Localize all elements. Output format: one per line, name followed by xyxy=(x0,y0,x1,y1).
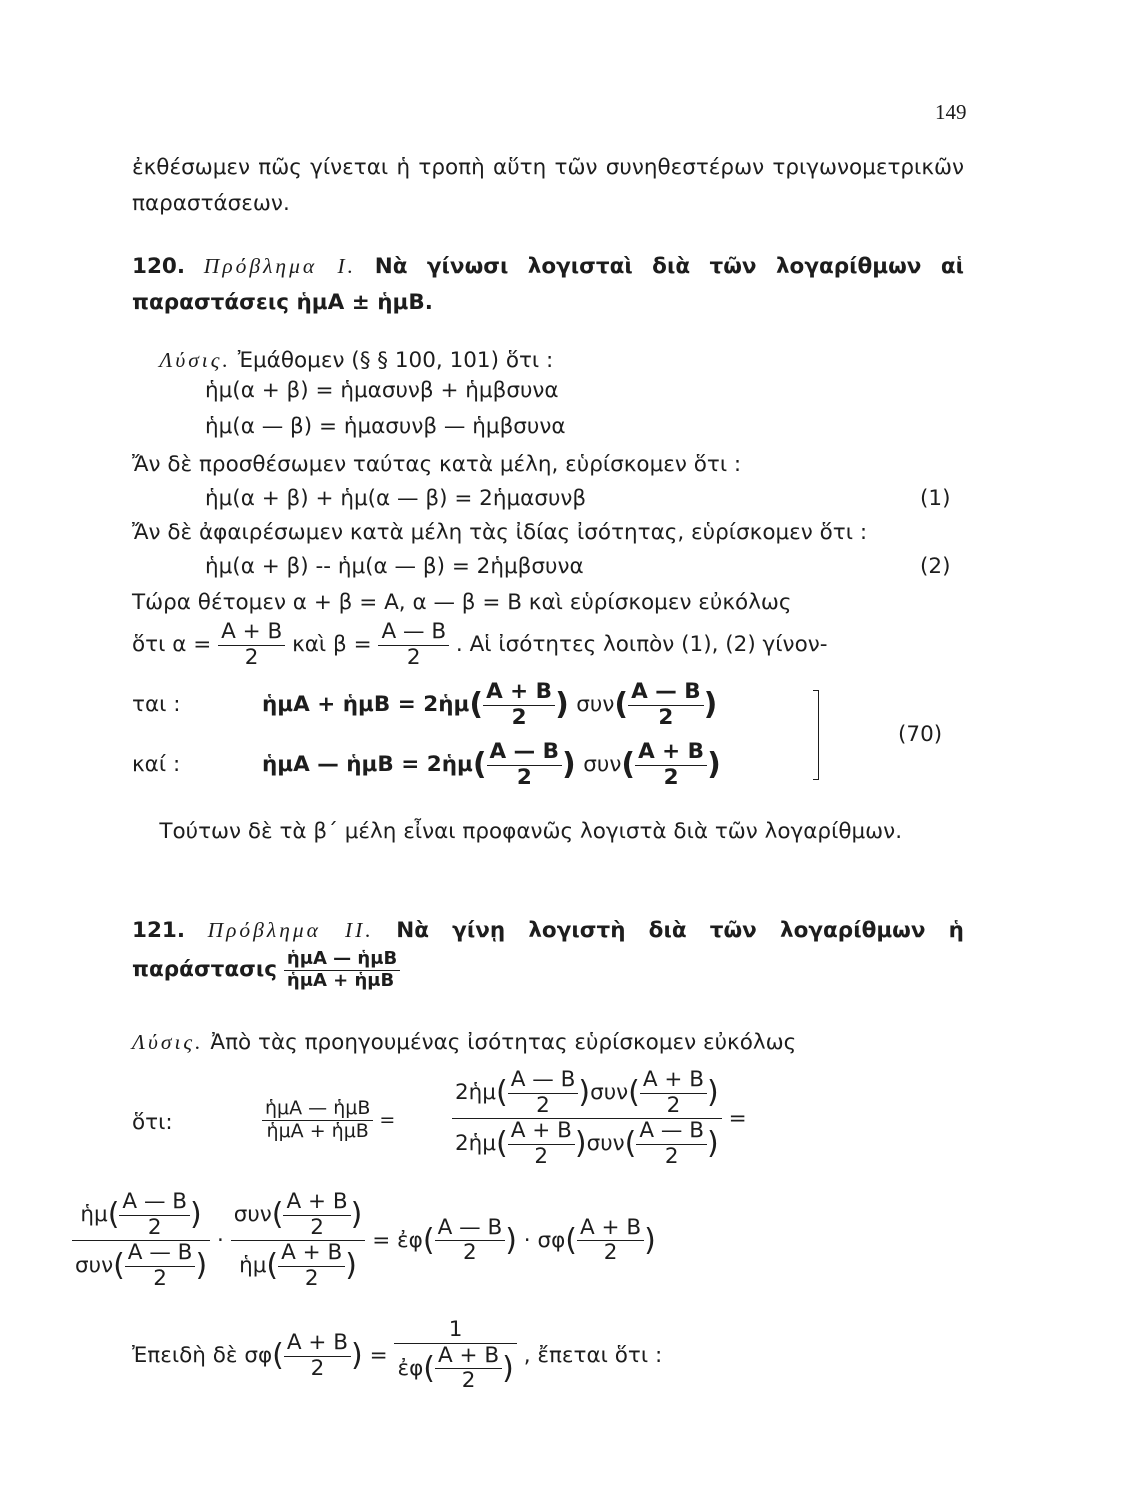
solution-intro-text: Ἐμάθομεν (§ § 100, 101) ὅτι : xyxy=(237,348,554,373)
fraction-numerator: Α — Β xyxy=(489,739,560,764)
ratio-lhs-fraction xyxy=(262,1098,373,1143)
reciprocal-fraction xyxy=(394,1318,516,1394)
fraction-numerator: Α + Β xyxy=(486,679,553,704)
fraction-numerator: Α + Β xyxy=(580,1214,642,1240)
fraction-numerator: Α + Β xyxy=(437,1342,500,1368)
two-hm: 2ἡμ xyxy=(455,1080,496,1106)
hm-label: ἡμ xyxy=(239,1253,267,1279)
product-expression: ἡμ( $\frac{A — B}{2}$ ) συν( $\frac{A — B}{2}$ ) · συν( $\frac{A + B}{2}$ ) ἡμ( $\frac{A + B}{2}$ ) = ἐφ( $\frac{A — B}{2}$ ) · σφ( $\frac{A + B}{2}$ ) xyxy=(72,1190,656,1292)
fraction-denominator: ἡμ( $\frac{A + B}{2}$ ) xyxy=(231,1240,366,1291)
fraction-a-plus-b-over-2 xyxy=(284,1331,351,1381)
fraction-denominator: ἐφ( $\frac{A + B}{2}$ ) xyxy=(394,1343,516,1394)
problem-label: Πρόβλημα ΙΙ. xyxy=(207,918,374,942)
equals-sign: = xyxy=(728,1105,747,1131)
syn-over-hm-fraction xyxy=(231,1190,366,1292)
fraction-numerator: Α — Β xyxy=(122,1189,188,1214)
problem-number: 120. xyxy=(132,254,186,279)
text-tai: ται : xyxy=(132,692,181,717)
fraction-denominator: 2 xyxy=(435,1368,502,1394)
fraction-denominator: 2 xyxy=(435,1240,506,1266)
fraction-denominator: 2 xyxy=(483,705,555,731)
closing-text: Τούτων δὲ τὰ β΄ μέλη εἶναι προφανῶς λογιστὰ διὰ τῶν λογαρίθμων. xyxy=(159,819,903,844)
fraction-a-minus-b-over-2 xyxy=(628,680,704,730)
fraction-numerator: Α — Β xyxy=(639,1118,704,1144)
fraction-a-minus-b-over-2 xyxy=(125,1241,196,1291)
fraction-denominator: 2 xyxy=(636,1144,707,1170)
problem-statement: Νὰ γίνῃ λογιστὴ διὰ τῶν λογαρίθμων ἡ παράστασις xyxy=(132,918,964,983)
fraction-denominator: συν( $\frac{A — B}{2}$ ) xyxy=(72,1240,210,1291)
problem-label: Πρόβλημα Ι. xyxy=(203,254,356,278)
epetai-text: , ἔπεται ὅτι : xyxy=(523,1343,663,1369)
solution-label: Λύσις. xyxy=(159,348,231,372)
fraction-numerator: 1 xyxy=(448,1317,463,1342)
equals-sign: = xyxy=(372,1227,391,1253)
fraction-a-minus-b-over-2 xyxy=(378,620,449,670)
fraction-numerator: Α — Β xyxy=(510,1067,576,1092)
solution-intro-text: Ἀπὸ τὰς προηγουμένας ἰσότητας εὑρίσκομεν εὐκόλως xyxy=(210,1030,797,1055)
fraction-numerator: Α + Β xyxy=(221,619,283,644)
equation-1: ἡμ(α + β) + ἡμ(α — β) = 2ἡμασυνβ xyxy=(205,486,587,511)
fraction-a-plus-b-over-2 xyxy=(635,740,707,790)
formula-70-sum: ἡμΑ + ἡμΒ = 2ἡμ( $\frac{A + B}{2}$ ) συν( $\frac{A — B}{2}$ ) xyxy=(262,679,718,730)
fraction-numerator: Α + Β xyxy=(638,739,705,764)
syn-label: συν xyxy=(586,1131,625,1157)
fraction-denominator: 2 xyxy=(635,765,707,791)
text-tail: . Αἱ ἰσότητες λοιπὸν (1), (2) γίνον- xyxy=(455,632,828,658)
equation-sum-identity: ἡμ(α + β) = ἡμασυνβ + ἡμβσυνα xyxy=(205,378,559,403)
solution-label: Λύσις. xyxy=(132,1030,204,1054)
fraction-a-plus-b-over-2 xyxy=(435,1344,502,1394)
fraction-numerator: ἡμ( $\frac{A — B}{2}$ ) xyxy=(80,1189,202,1240)
fraction-numerator: Α — Β xyxy=(631,679,701,704)
text-kai: καί : xyxy=(132,752,181,777)
fraction-a-plus-b-over-2 xyxy=(218,620,285,670)
text-hoti: ὅτι: xyxy=(132,1110,173,1135)
formula-lhs: ἡμΑ + ἡμΒ = 2ἡμ xyxy=(262,692,470,718)
fraction-a-plus-b-over-2 xyxy=(283,1190,350,1240)
fraction-a-plus-b-over-2 xyxy=(640,1068,707,1118)
problem-number: 121. xyxy=(132,918,186,943)
text-hoti-a: ὅτι α = xyxy=(132,632,212,658)
fraction-denominator: ἡμΑ + ἡμΒ xyxy=(262,1120,373,1143)
ef-label: ἐφ xyxy=(397,1355,424,1381)
formula-70-difference: ἡμΑ — ἡμΒ = 2ἡμ( $\frac{A — B}{2}$ ) συν( $\frac{A + B}{2}$ ) xyxy=(262,739,721,790)
problem-statement: Νὰ γίνωσι λογισταὶ διὰ τῶν λογαρίθμων αἱ παραστάσεις ἡμΑ ± ἡμΒ. xyxy=(132,254,964,315)
equals-sign: = xyxy=(379,1108,396,1131)
fraction-a-minus-b-over-2 xyxy=(636,1119,707,1169)
fraction-numerator: Α + Β xyxy=(642,1067,704,1092)
ratio-big-fraction xyxy=(452,1068,747,1170)
fraction-denominator: 2 xyxy=(640,1093,707,1119)
closing-paragraph xyxy=(132,814,964,850)
intro-paragraph: ἐκθέσωμεν πῶς γίνεται ἡ τροπὴ αὕτη τῶν συνηθεστέρων τριγωνομετρικῶν παραστάσεων. xyxy=(132,155,964,216)
fraction-a-plus-b-over-2 xyxy=(278,1241,345,1291)
ratio-lhs xyxy=(262,1098,395,1143)
fraction-a-plus-b-over-2 xyxy=(483,680,555,730)
two-hm: 2ἡμ xyxy=(455,1131,496,1157)
text-subtract: Ἄν δὲ ἀφαιρέσωμεν κατὰ μέλη τὰς ἰδίας ἰσότητας, εὑρίσκομεν ὅτι : xyxy=(132,520,868,545)
fraction-a-minus-b-over-2 xyxy=(119,1190,190,1240)
fraction-numerator: Α — Β xyxy=(381,619,447,644)
fraction-denominator: 2 xyxy=(577,1240,644,1266)
fraction-denominator: 2 xyxy=(119,1215,190,1241)
equation-2: ἡμ(α + β) -- ἡμ(α — β) = 2ἡμβσυνα xyxy=(205,554,584,579)
fraction-denominator: 2 xyxy=(487,765,563,791)
page-number: 149 xyxy=(935,100,967,124)
problem-121 xyxy=(132,912,964,991)
equation-2-number: (2) xyxy=(920,554,951,579)
line-alpha-beta xyxy=(132,620,828,670)
fraction-denominator: 2 xyxy=(218,645,285,671)
big-fraction-denominator: 2ἡμ( $\frac{A + B}{2}$ )συν( $\frac{A — B}{2}$ ) xyxy=(452,1118,722,1169)
fraction-denominator: 2 xyxy=(125,1266,196,1292)
text-set: Τώρα θέτομεν α + β = Α, α — β = Β καὶ εὑρίσκομεν εὐκόλως xyxy=(132,590,792,615)
text-add: Ἄν δὲ προσθέσωμεν ταύτας κατὰ μέλη, εὑρίσκομεν ὅτι : xyxy=(132,452,742,477)
fraction-numerator: Α + Β xyxy=(286,1329,349,1355)
solution-1-intro xyxy=(132,342,964,379)
big-fraction xyxy=(452,1068,722,1170)
sf-label: σφ xyxy=(537,1227,566,1253)
fraction-numerator: συν( $\frac{A + B}{2}$ ) xyxy=(233,1189,363,1240)
fraction-numerator: Α + Β xyxy=(510,1118,572,1144)
fraction-numerator: Α — Β xyxy=(437,1214,503,1240)
text-kai-b: καὶ β = xyxy=(292,632,372,658)
fraction-denominator: 2 xyxy=(508,1093,579,1119)
syn-label: συν xyxy=(583,752,622,778)
fraction-numerator: Α + Β xyxy=(281,1240,343,1266)
right-brace xyxy=(818,690,829,780)
fraction-a-plus-b-over-2 xyxy=(577,1216,644,1266)
problem-120 xyxy=(132,248,964,321)
fraction-denominator: 2 xyxy=(283,1215,350,1241)
fraction-a-minus-b-over-2 xyxy=(508,1068,579,1118)
epeidi-line: Ἐπειδὴ δὲ σφ( $\frac{A + B}{2}$ ) = 1 ἐφ( $\frac{A + B}{2}$ ) , ἔπεται ὅτι : xyxy=(132,1317,663,1394)
fraction-a-minus-b-over-2 xyxy=(435,1216,506,1266)
equation-diff-identity: ἡμ(α — β) = ἡμασυνβ — ἡμβσυνα xyxy=(205,414,566,439)
dot-operator: · xyxy=(523,1227,531,1253)
equation-1-number: (1) xyxy=(920,486,951,511)
fraction-numerator: ἡμΑ — ἡμΒ xyxy=(265,1097,371,1119)
equation-70-number: (70) xyxy=(898,722,943,747)
problem-fraction xyxy=(284,949,400,991)
fraction-denominator: 2 xyxy=(378,645,449,671)
syn-label: συν xyxy=(590,1080,629,1106)
hm-label: ἡμ xyxy=(80,1202,108,1228)
fraction-numerator: Α + Β xyxy=(286,1189,348,1214)
fraction-denominator: 2 xyxy=(508,1144,575,1170)
fraction-denominator: 2 xyxy=(628,705,704,731)
fraction-numerator: ἡμΑ — ἡμΒ xyxy=(286,948,398,969)
epeidi-text: Ἐπειδὴ δὲ σφ xyxy=(132,1343,273,1369)
fraction-denominator: 2 xyxy=(284,1356,351,1382)
equals-sign: = xyxy=(369,1343,388,1369)
syn-label: συν xyxy=(75,1253,114,1279)
fraction-a-plus-b-over-2 xyxy=(508,1119,575,1169)
solution-2-intro xyxy=(132,1024,964,1061)
formula-lhs: ἡμΑ — ἡμΒ = 2ἡμ xyxy=(262,752,473,778)
ef-label: ἐφ xyxy=(397,1227,423,1253)
dot-operator: · xyxy=(217,1227,224,1253)
syn-label: συν xyxy=(233,1202,272,1228)
fraction-numerator: Α — Β xyxy=(127,1240,193,1266)
syn-label: συν xyxy=(576,692,615,718)
fraction-a-minus-b-over-2 xyxy=(487,740,563,790)
hm-over-syn-fraction xyxy=(72,1190,210,1292)
big-fraction-numerator: 2ἡμ( $\frac{A — B}{2}$ )συν( $\frac{A + B}{2}$ ) xyxy=(455,1067,719,1118)
fraction-denominator: ἡμΑ + ἡμΒ xyxy=(284,970,400,992)
fraction-denominator: 2 xyxy=(278,1266,345,1292)
